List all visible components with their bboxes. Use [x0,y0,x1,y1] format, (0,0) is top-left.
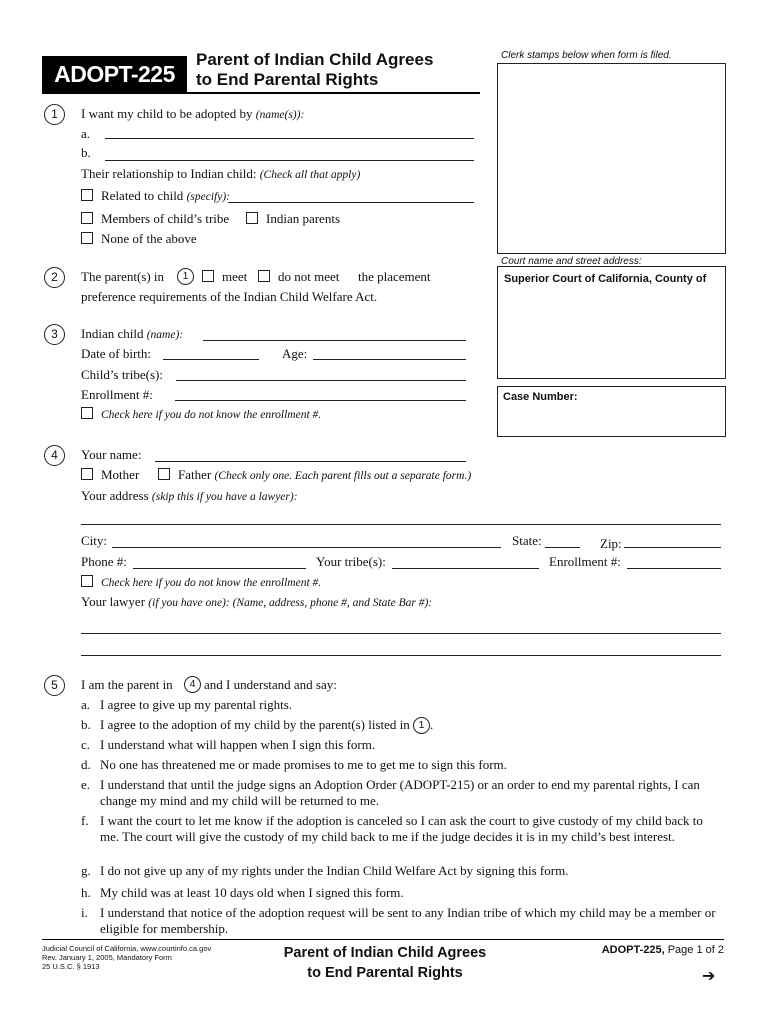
child-enrollment-unknown-checkbox[interactable] [81,407,93,419]
footer-citations [42,944,211,971]
lawyer-field-line1[interactable] [81,633,721,634]
section-4-number: 4 [44,445,65,466]
state-label: State: [512,533,542,548]
your-lawyer-hint: (if you have one): (Name, address, phone #, and State Bar #): [148,597,433,609]
indian-child-text: Indian child [81,326,144,341]
footer-form-id: ADOPT-225, [601,944,665,956]
statement-h-key: h. [81,885,91,900]
your-enrollment-unknown-label: Check here if you do not know the enrollment #. [101,577,322,589]
related-to-child-checkbox[interactable] [81,189,93,201]
footer-title [260,943,510,983]
footer-page-info [560,944,724,956]
statement-b-key: b. [81,717,91,732]
relationship-prompt-text: Their relationship to Indian child: [81,166,257,181]
footer-usc: 25 U.S.C. § 1913 [42,962,100,971]
age-field[interactable] [313,359,466,360]
statements-post: and I understand and say: [204,677,337,692]
phone-field[interactable] [133,568,306,569]
clerk-stamp-box [497,63,726,254]
none-of-above-checkbox[interactable] [81,232,93,244]
tribe-members-checkbox[interactable] [81,212,93,224]
your-enrollment-unknown-checkbox[interactable] [81,575,93,587]
footer-rule [42,939,724,940]
statement-f-key: f. [81,813,89,828]
father-hint: (Check only one. Each parent fills out a separate form.) [214,470,472,482]
your-lawyer-text: Your lawyer [81,594,146,609]
section-2-number: 2 [44,267,65,288]
section-3-number: 3 [44,324,65,345]
statement-e-text: I understand that until the judge signs an Adoption Order (ADOPT-215) or an order to end my parental rights, I can change my mind and my child will be returned to me. [100,777,700,808]
related-to-child-label [101,188,230,205]
none-of-above-label: None of the above [101,231,197,246]
adopters-prompt-hint: (name(s)): [255,109,305,121]
state-field[interactable] [545,547,580,548]
adopters-prompt [81,106,304,123]
statement-b-ref: 1 [413,717,430,734]
adopter-a-label: a. [81,126,91,141]
mother-label: Mother [101,467,140,482]
statement-b [81,717,721,735]
statement-d-key: d. [81,757,91,772]
your-address-hint: (skip this if you have a lawyer): [151,491,298,503]
child-enrollment-label: Enrollment #: [81,387,153,402]
statement-c-key: c. [81,737,91,752]
city-field[interactable] [112,547,501,548]
footer-title-line1: Parent of Indian Child Agrees [283,945,487,961]
tribe-members-label: Members of child’s tribe [101,211,230,226]
do-not-meet-label: do not meet [278,269,340,284]
court-address-box[interactable] [497,266,726,379]
your-name-label: Your name: [81,447,142,462]
section-1-number: 1 [44,104,65,125]
statement-c [81,737,721,753]
your-lawyer-label [81,594,432,611]
statements-pre: I am the parent in [81,677,173,692]
father-text: Father [178,467,212,482]
father-label [178,467,471,484]
statement-a-text: I agree to give up my parental rights. [100,697,293,712]
case-number-label: Case Number: [503,391,578,403]
statement-d [81,757,721,773]
child-enrollment-field[interactable] [175,400,466,401]
statement-i-text: I understand that notice of the adoption request will be sent to any Indian tribe of which my child may be a member or eligible for membership. [100,905,716,936]
statement-b-text: I agree to the adoption of my child by the parent(s) listed in [100,717,410,732]
dob-label: Date of birth: [81,346,152,361]
related-to-child-text: Related to child [101,188,184,203]
case-number-box[interactable] [497,386,726,437]
child-tribes-field[interactable] [176,380,466,381]
indian-parents-checkbox[interactable] [246,212,258,224]
your-tribes-label: Your tribe(s): [316,554,386,569]
section-5-number: 5 [44,675,65,696]
your-name-field[interactable] [155,461,466,462]
your-enrollment-field[interactable] [627,568,721,569]
relationship-prompt-hint: (Check all that apply) [259,169,361,181]
your-enrollment-label: Enrollment #: [549,554,621,569]
age-label: Age: [282,346,308,361]
footer-page-number: Page 1 of 2 [667,944,724,956]
statement-h [81,885,721,901]
mother-checkbox[interactable] [81,468,93,480]
zip-label: Zip: [600,536,622,551]
phone-label: Phone #: [81,554,127,569]
statement-g-key: g. [81,863,91,878]
statement-b-end: . [430,717,434,732]
zip-field[interactable] [624,547,721,548]
form-id-badge: ADOPT-225 [42,56,187,92]
adopter-b-label: b. [81,145,91,160]
header-rule [42,92,480,94]
do-not-meet-checkbox[interactable] [258,270,270,282]
lawyer-field-line2[interactable] [81,655,721,656]
form-title-line1: Parent of Indian Child Agrees [196,50,434,69]
meet-checkbox[interactable] [202,270,214,282]
relationship-prompt [81,166,360,183]
section-1-ref: 1 [177,268,194,285]
statement-a-key: a. [81,697,91,712]
related-specify-field[interactable] [228,202,474,203]
statement-a [81,697,721,713]
statement-e [81,777,721,809]
related-to-child-hint: (specify): [186,191,230,203]
footer-council: Judicial Council of California, www.courtinfo.ca.gov [42,944,212,953]
meet-label: meet [222,269,248,284]
statement-i [81,905,721,937]
your-tribes-field[interactable] [392,568,539,569]
adopters-prompt-text: I want my child to be adopted by [81,106,253,121]
next-page-arrow-icon: ➔ [702,968,716,985]
your-address-field[interactable] [81,524,721,525]
section-4-ref: 4 [184,676,201,693]
footer-rev: Rev. January 1, 2005, Mandatory Form [42,953,172,962]
clerk-stamp-label: Clerk stamps below when form is filed. [501,50,672,61]
statement-h-text: My child was at least 10 days old when I signed this form. [100,885,404,900]
placement-post: the placement [358,269,431,284]
placement-pre: The parent(s) in [81,269,165,284]
dob-field[interactable] [163,359,259,360]
statement-e-key: e. [81,777,91,792]
statement-i-key: i. [81,905,88,920]
statement-d-text: No one has threatened me or made promises to me to get me to sign this form. [100,757,507,772]
statement-c-text: I understand what will happen when I sign this form. [100,737,376,752]
your-address-label [81,488,298,505]
court-name: Superior Court of California, County of [504,273,707,285]
your-address-text: Your address [81,488,149,503]
child-enrollment-unknown-label: Check here if you do not know the enrollment #. [101,409,322,421]
statement-g-text: I do not give up any of my rights under the Indian Child Welfare Act by signing this form. [100,863,569,878]
indian-child-hint: (name): [146,329,184,341]
indian-child-label [81,326,183,343]
statement-g [81,863,721,879]
form-title-line2: to End Parental Rights [196,70,379,89]
indian-parents-label: Indian parents [266,211,341,226]
father-checkbox[interactable] [158,468,170,480]
form-title [196,50,433,90]
statement-f-text: I want the court to let me know if the adoption is canceled so I can ask the court to give custody of my child back to me. The court will give the custody of my child back to me if the judge decides it is in my child’s best interest. [100,813,703,844]
city-label: City: [81,533,108,548]
footer-title-line2: to End Parental Rights [307,965,463,981]
court-address-label: Court name and street address: [501,256,642,267]
placement-line2: preference requirements of the Indian Child Welfare Act. [81,289,378,304]
adopter-a-field[interactable] [105,138,474,139]
statement-b-body [100,717,721,735]
statement-f [81,813,721,845]
indian-child-name-field[interactable] [203,340,466,341]
adopter-b-field[interactable] [105,160,474,161]
child-tribes-label: Child’s tribe(s): [81,367,163,382]
